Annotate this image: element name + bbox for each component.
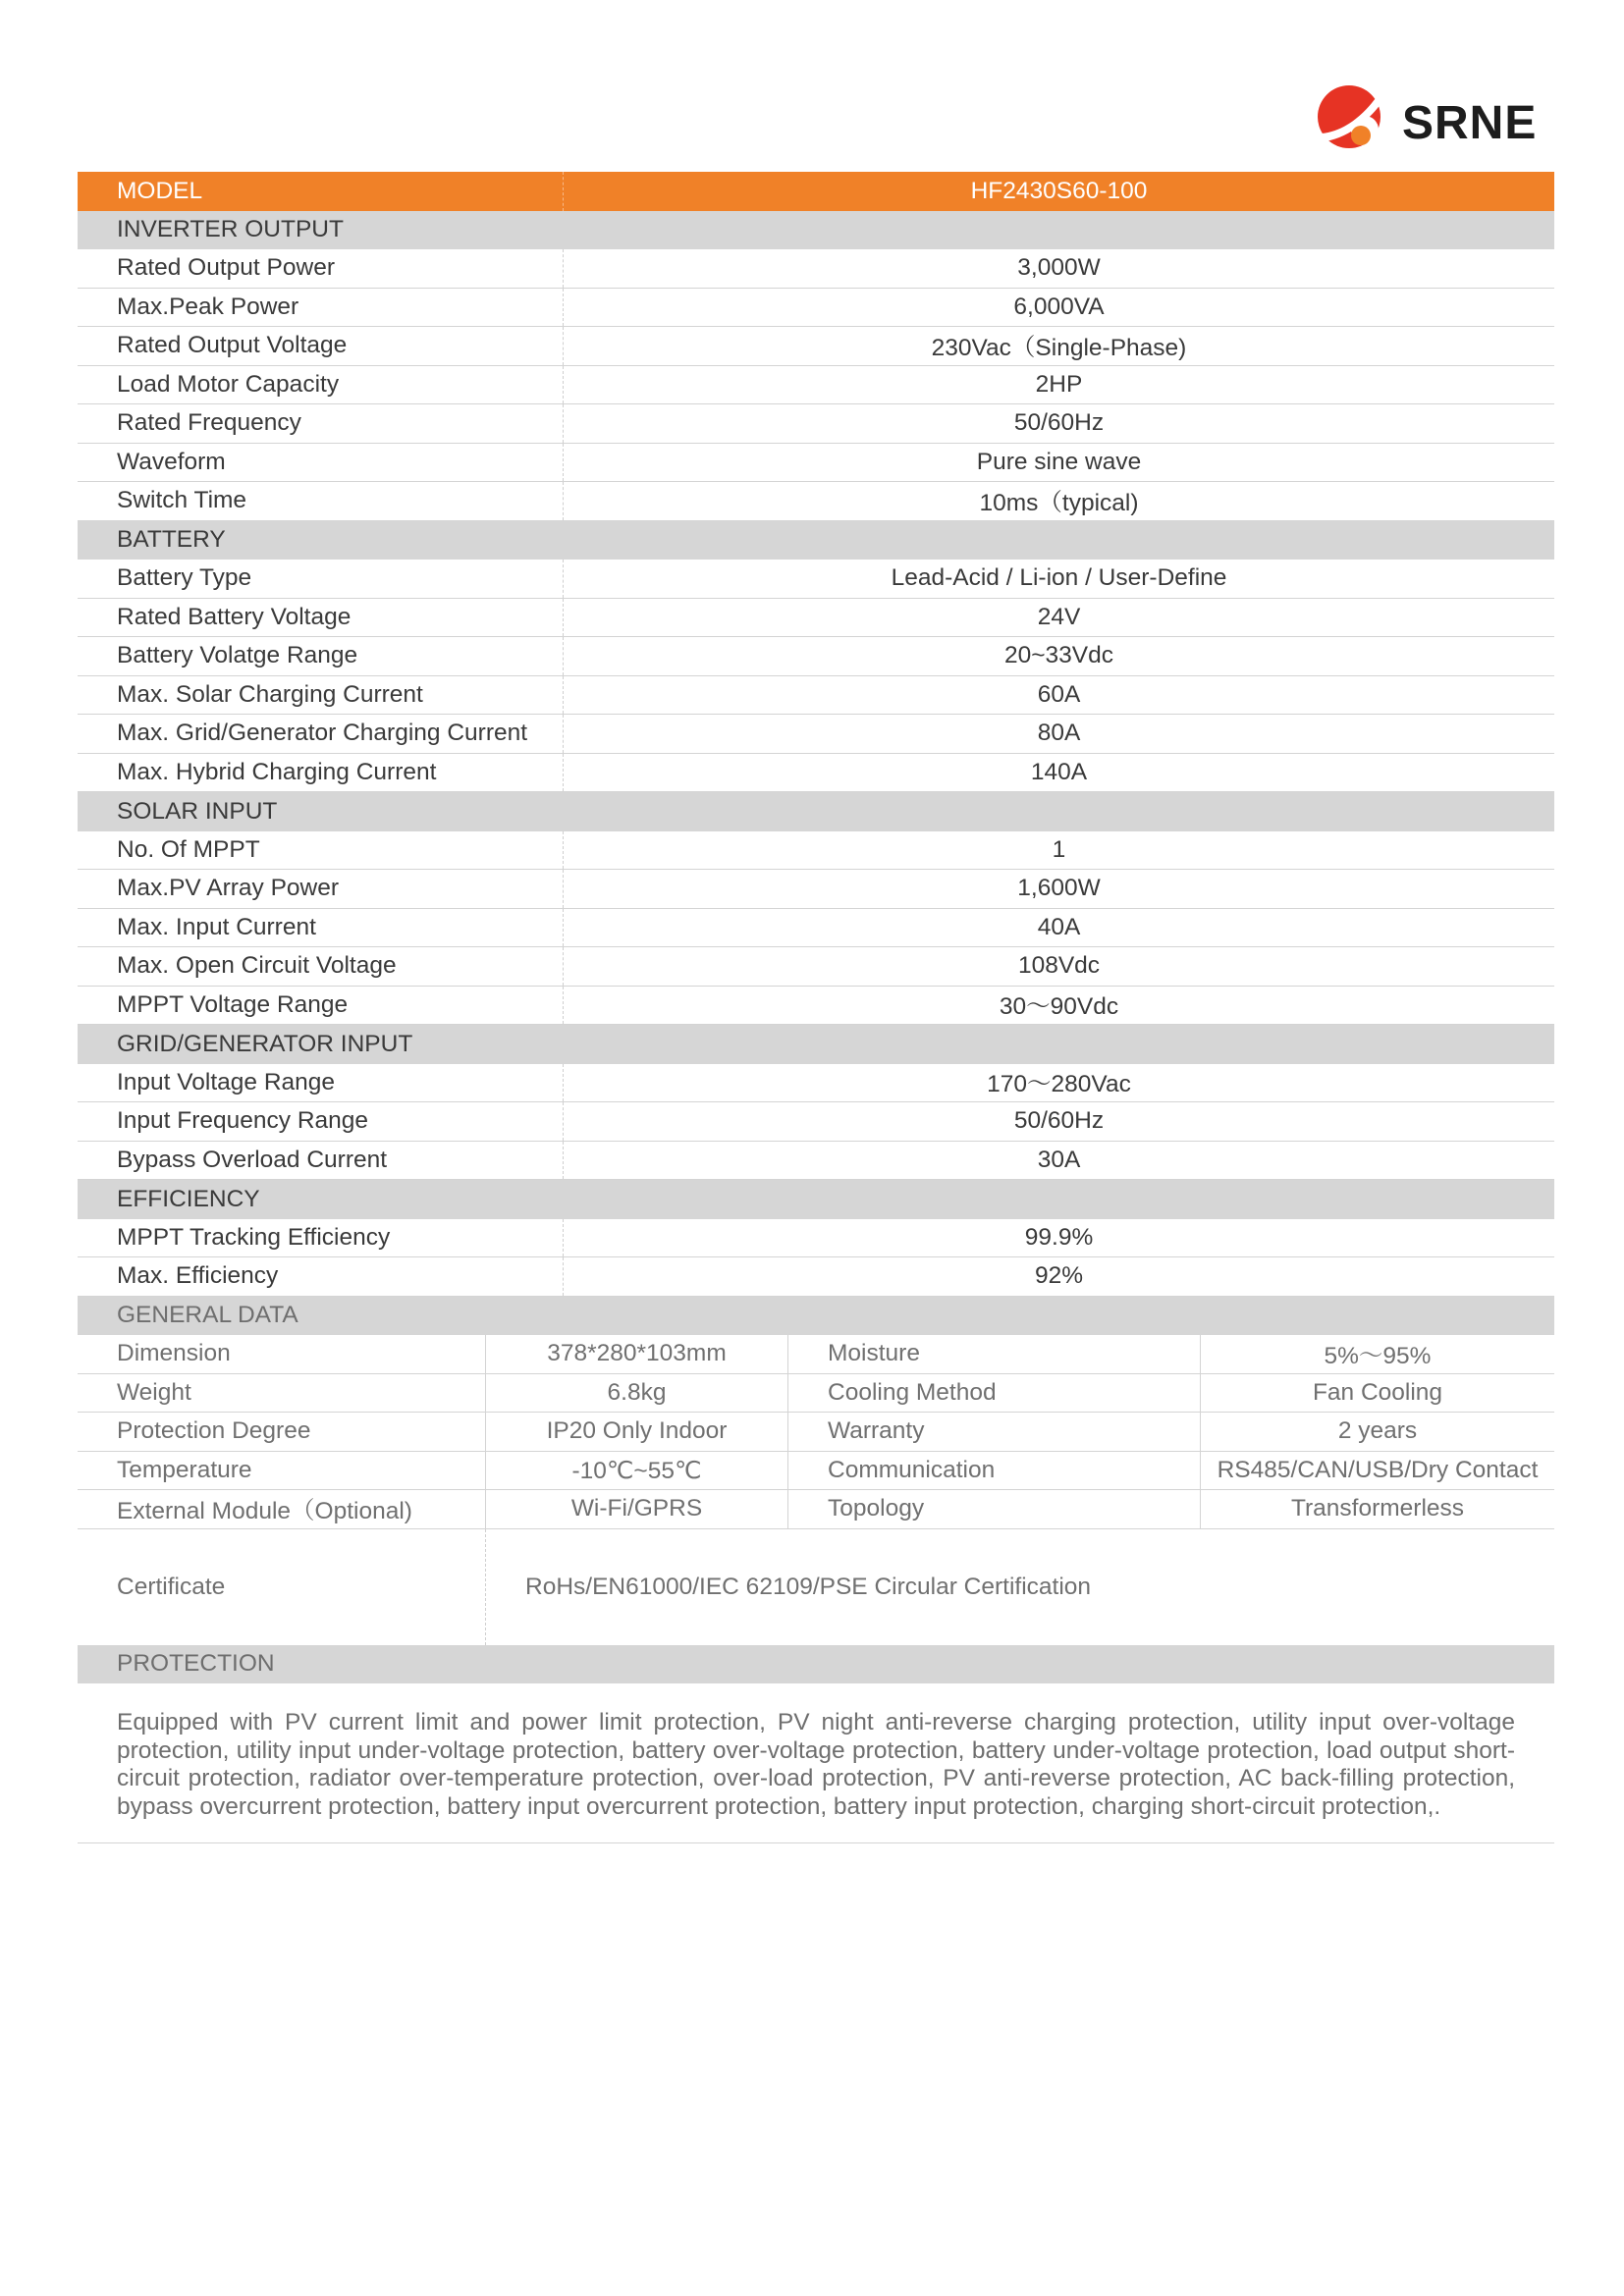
- srne-logo-icon: [1314, 75, 1392, 157]
- general-data-rows: [78, 1335, 1554, 1529]
- model-value: HF2430S60-100: [970, 177, 1148, 204]
- spec-label: Max. Grid/Generator Charging Current: [78, 715, 564, 753]
- spec-label: Max. Hybrid Charging Current: [78, 754, 564, 792]
- spec-row: [78, 1219, 1554, 1258]
- spec-row: [78, 1064, 1554, 1103]
- spec-row: [78, 1257, 1554, 1297]
- spec-row: [78, 1142, 1554, 1181]
- spec-value: Pure sine wave: [976, 448, 1142, 475]
- spec-row: [78, 987, 1554, 1026]
- spec-row: [78, 1102, 1554, 1142]
- general-row: [78, 1413, 1554, 1452]
- spec-value: 24V: [1037, 603, 1081, 630]
- protection-text: Equipped with PV current limit and power limit protection, PV night anti-reverse charging protection, utility input over-voltage protection, utility input under-voltage protection, battery over-voltage protection, battery under-voltage protection, load output short-circuit protection, radiator over-temperature protection, over-load protection, PV anti-reverse protection, AC back-filling protection, bypass overcurrent protection, battery input overcurrent protection, battery input protection, charging short-circuit protection,.: [78, 1683, 1554, 1843]
- spec-value: 1,600W: [1017, 875, 1101, 902]
- general-value: Wi-Fi/GPRS: [486, 1490, 788, 1528]
- spec-label: Input Voltage Range: [78, 1064, 564, 1102]
- spec-value: 80A: [1037, 720, 1081, 747]
- spec-row: [78, 947, 1554, 987]
- section-header-protection: PROTECTION: [78, 1645, 1554, 1684]
- general-label: Weight: [78, 1374, 486, 1413]
- spec-row: [78, 249, 1554, 289]
- general-row: [78, 1374, 1554, 1414]
- spec-value: 50/60Hz: [1013, 1107, 1105, 1135]
- spec-value: 60A: [1037, 680, 1081, 708]
- section-header: BATTERY: [78, 521, 1554, 561]
- section-header: EFFICIENCY: [78, 1180, 1554, 1219]
- spec-label: Load Motor Capacity: [78, 366, 564, 404]
- general-label: Communication: [788, 1452, 1201, 1490]
- srne-logo: [1314, 75, 1559, 163]
- general-label: Temperature: [78, 1452, 486, 1490]
- spec-row: [78, 715, 1554, 754]
- spec-row: [78, 909, 1554, 948]
- spec-value: 140A: [1030, 758, 1088, 785]
- general-value: Fan Cooling: [1312, 1378, 1443, 1406]
- spec-label: Bypass Overload Current: [78, 1142, 564, 1180]
- model-label: MODEL: [78, 172, 564, 211]
- spec-value: 50/60Hz: [1013, 409, 1105, 437]
- general-value: 6.8kg: [486, 1374, 788, 1413]
- spec-value: 40A: [1037, 913, 1081, 940]
- spec-row: [78, 676, 1554, 716]
- general-label: Protection Degree: [78, 1413, 486, 1451]
- spec-value: 30～90Vdc: [999, 993, 1119, 1021]
- spec-label: Max. Solar Charging Current: [78, 676, 564, 715]
- section-header-general: GENERAL DATA: [78, 1297, 1554, 1336]
- spec-value: 2HP: [1035, 370, 1083, 398]
- spec-row: [78, 560, 1554, 599]
- spec-row: [78, 366, 1554, 405]
- general-label: Dimension: [78, 1335, 486, 1373]
- general-label: Warranty: [788, 1413, 1201, 1451]
- spec-row: [78, 637, 1554, 676]
- spec-label: Rated Output Power: [78, 249, 564, 288]
- spec-row: [78, 831, 1554, 871]
- general-value: 2 years: [1337, 1417, 1418, 1445]
- general-label: Cooling Method: [788, 1374, 1201, 1413]
- general-value: IP20 Only Indoor: [486, 1413, 788, 1451]
- spec-label: MPPT Voltage Range: [78, 987, 564, 1025]
- spec-row: [78, 327, 1554, 366]
- general-value: Transformerless: [1290, 1495, 1465, 1522]
- spec-value: 6,000VA: [1013, 293, 1105, 320]
- spec-row: [78, 444, 1554, 483]
- spec-row: [78, 754, 1554, 793]
- spec-label: Input Frequency Range: [78, 1102, 564, 1141]
- general-row: [78, 1335, 1554, 1374]
- spec-label: Switch Time: [78, 482, 564, 520]
- spec-row: [78, 599, 1554, 638]
- spec-table: [78, 172, 1554, 1843]
- certificate-value: RoHs/EN61000/IEC 62109/PSE Circular Certification: [525, 1573, 1092, 1600]
- spec-sections: [78, 211, 1554, 1297]
- spec-label: Battery Volatge Range: [78, 637, 564, 675]
- general-row: [78, 1490, 1554, 1529]
- spec-value: 99.9%: [1024, 1223, 1094, 1251]
- spec-value: 30A: [1037, 1146, 1081, 1173]
- spec-label: Max. Open Circuit Voltage: [78, 947, 564, 986]
- general-row: [78, 1452, 1554, 1491]
- logo-text: SRNE: [1402, 97, 1538, 149]
- spec-value: 3,000W: [1017, 254, 1101, 282]
- spec-label: Max. Input Current: [78, 909, 564, 947]
- spec-value: 92%: [1034, 1262, 1084, 1290]
- spec-value: 20~33Vdc: [1003, 642, 1114, 669]
- spec-row: [78, 289, 1554, 328]
- spec-value: 10ms（typical): [979, 489, 1139, 516]
- spec-value: 170～280Vac: [987, 1071, 1131, 1098]
- spec-row: [78, 482, 1554, 521]
- spec-row: [78, 404, 1554, 444]
- spec-row: [78, 870, 1554, 909]
- certificate-row: [78, 1529, 1554, 1645]
- certificate-label: Certificate: [78, 1529, 486, 1645]
- general-label: External Module（Optional): [78, 1490, 486, 1528]
- spec-value: 108Vdc: [1017, 952, 1101, 980]
- general-value: -10℃~55℃: [486, 1452, 788, 1490]
- general-value: RS485/CAN/USB/Dry Contact: [1217, 1456, 1539, 1483]
- spec-label: Waveform: [78, 444, 564, 482]
- spec-label: Max. Efficiency: [78, 1257, 564, 1296]
- spec-label: Max.Peak Power: [78, 289, 564, 327]
- spec-label: Rated Frequency: [78, 404, 564, 443]
- spec-value: 1: [1052, 835, 1066, 863]
- spec-label: Rated Battery Voltage: [78, 599, 564, 637]
- spec-label: No. Of MPPT: [78, 831, 564, 870]
- spec-label: MPPT Tracking Efficiency: [78, 1219, 564, 1257]
- spec-label: Rated Output Voltage: [78, 327, 564, 365]
- general-label: Topology: [788, 1490, 1201, 1528]
- section-header: INVERTER OUTPUT: [78, 211, 1554, 250]
- spec-value: 230Vac（Single-Phase): [931, 334, 1187, 361]
- model-row: [78, 172, 1554, 211]
- general-value: 378*280*103mm: [486, 1335, 788, 1373]
- general-value: 5%～95%: [1324, 1342, 1432, 1369]
- general-label: Moisture: [788, 1335, 1201, 1373]
- spec-value: Lead-Acid / Li-ion / User-Define: [891, 564, 1227, 592]
- section-header: GRID/GENERATOR INPUT: [78, 1025, 1554, 1064]
- section-header: SOLAR INPUT: [78, 792, 1554, 831]
- spec-label: Max.PV Array Power: [78, 870, 564, 908]
- spec-label: Battery Type: [78, 560, 564, 598]
